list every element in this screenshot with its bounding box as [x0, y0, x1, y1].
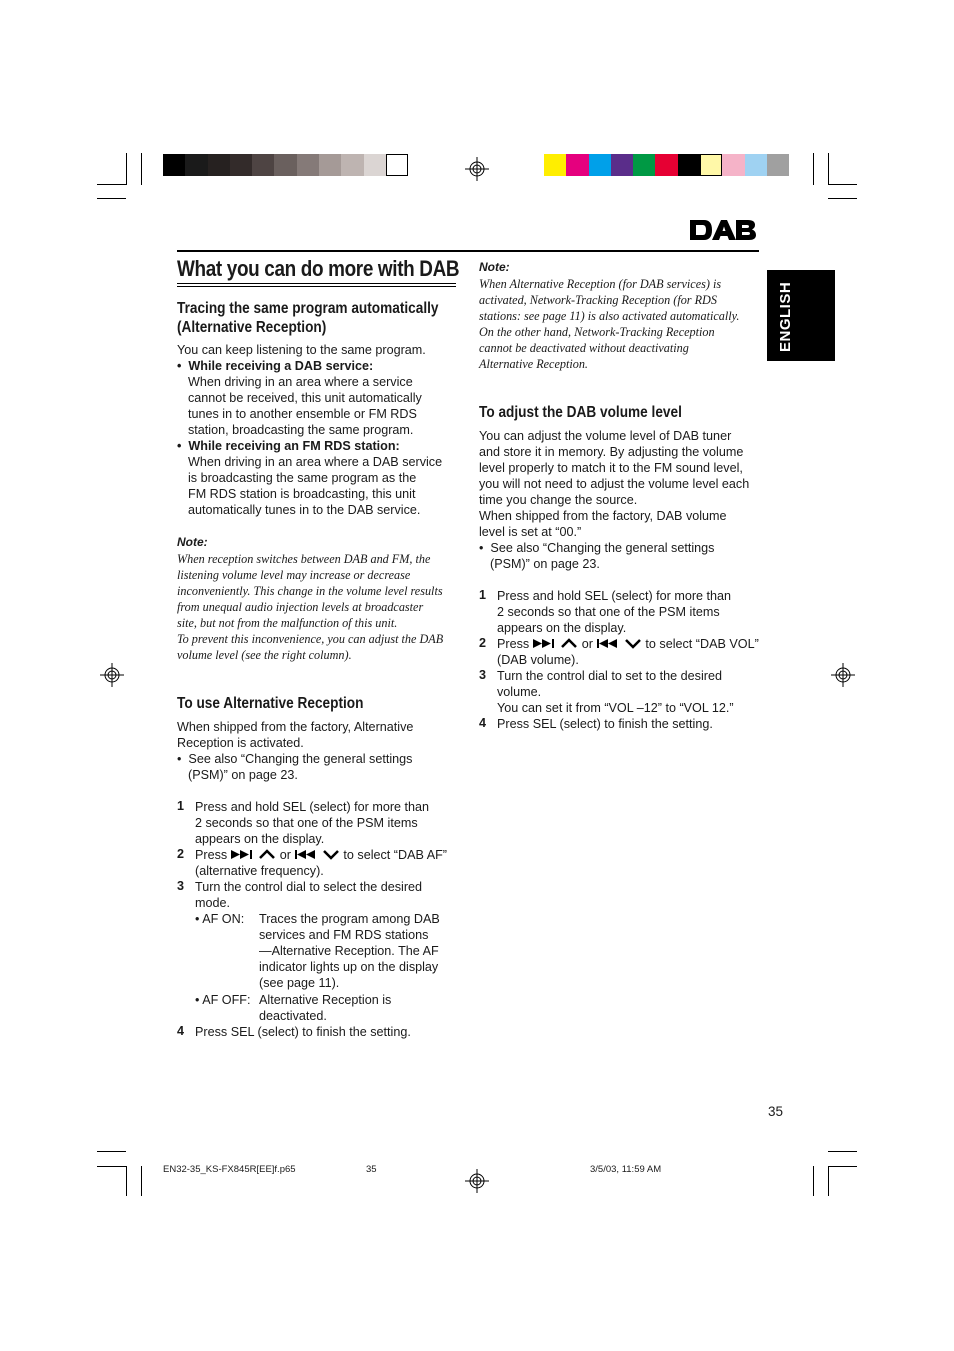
color-swatch — [745, 154, 767, 176]
registration-mark-icon — [465, 157, 489, 181]
step-number: 2 — [479, 636, 487, 650]
color-swatch — [589, 154, 611, 176]
step-text: Press and hold SEL (select) for more than 2 seconds so that one of the PSM items appears on the display. — [195, 800, 430, 846]
step-text: Press or to select “DAB VOL” (DAB volume). — [497, 637, 759, 667]
footer-page: 35 — [366, 1164, 377, 1175]
note-text: When Alternative Reception (for DAB services) is activated, Network-Tracking Reception (for RDS stations: see page 11) is also activated automatically. On the other hand, Network-Tracking Reception cannot be deactivated without deactivating Alternative Reception. — [479, 277, 740, 371]
step-number: 1 — [479, 588, 487, 602]
down-arrow-icon — [624, 638, 642, 649]
page-number: 35 — [768, 1104, 784, 1119]
section-body: You can adjust the volume level of DAB tuner and store it in memory. By adjusting the volume level properly to match it to the FM sound level, you will not need to adjust the volume level each time you change the source. When shipped from the factory, DAB volume level is set at “00.” — [479, 429, 750, 539]
section-heading: To adjust the DAB volume level — [479, 404, 682, 421]
bullet-title: • While receiving an FM RDS station: — [177, 439, 400, 453]
registration-mark-icon — [831, 663, 855, 687]
grayscale-swatch — [319, 154, 341, 176]
footer-timestamp: 3/5/03, 11:59 AM — [590, 1164, 662, 1175]
grayscale-swatch — [297, 154, 319, 176]
crop-mark — [813, 153, 814, 185]
option-text: Alternative Reception is deactivated. — [259, 993, 392, 1023]
color-swatch — [700, 154, 722, 176]
option-text: Traces the program among DAB services and FM RDS stations —Alternative Reception. The AF indicator lights up on the display (see page 11). — [259, 912, 440, 990]
step-number: 3 — [177, 879, 185, 893]
grayscale-swatch — [185, 154, 207, 176]
crop-mark — [828, 153, 829, 185]
color-swatch — [678, 154, 700, 176]
color-swatch — [655, 154, 677, 176]
note-label: Note: — [177, 535, 208, 549]
grayscale-swatch — [230, 154, 252, 176]
step-text: Press or to select “DAB AF” (alternative frequency). — [195, 848, 447, 878]
grayscale-swatch — [163, 154, 185, 176]
registration-mark-icon — [100, 663, 124, 687]
crop-mark — [828, 1166, 829, 1196]
up-arrow-icon — [258, 849, 276, 860]
section-intro: When shipped from the factory, Alternative Reception is activated. — [177, 720, 414, 750]
skip-forward-icon — [231, 849, 255, 860]
color-swatch — [633, 154, 655, 176]
color-swatch — [566, 154, 588, 176]
crop-mark — [126, 153, 127, 185]
step-number: 3 — [479, 668, 487, 682]
title-underline — [177, 283, 456, 284]
crop-mark — [97, 1166, 126, 1167]
step-number: 1 — [177, 799, 185, 813]
step-text: Press SEL (select) to finish the setting. — [195, 1025, 411, 1039]
section-intro: You can keep listening to the same program. — [177, 343, 426, 357]
footer-filename: EN32-35_KS-FX845R[EE]f.p65 — [163, 1164, 296, 1175]
color-swatch — [722, 154, 744, 176]
crop-mark — [126, 1166, 127, 1196]
grayscale-swatch — [252, 154, 274, 176]
registration-mark-icon — [465, 1169, 489, 1193]
color-swatch — [611, 154, 633, 176]
note-label: Note: — [479, 260, 510, 274]
step-text: Turn the control dial to set to the desired volume. You can set it from “VOL –12” to “VOL 12.” — [497, 669, 734, 715]
option-label: • AF ON: — [195, 912, 245, 926]
step-text: Turn the control dial to select the desired mode. — [195, 880, 423, 910]
note-text: When reception switches between DAB and FM, the listening volume level may increase or decrease inconveniently. This change in the volume level results from unequal audio injection levels at broadcaster site, but not from the malfunction of this unit. To prevent this inconvenience, you can adjust the DAB volume level (see the right column). — [177, 552, 444, 662]
header-rule — [177, 250, 759, 252]
crop-mark — [813, 1166, 814, 1196]
crop-mark — [97, 198, 126, 199]
crop-mark — [828, 184, 857, 185]
skip-backward-icon — [596, 638, 620, 649]
section-heading: To use Alternative Reception — [177, 695, 364, 712]
option-label: • AF OFF: — [195, 993, 251, 1007]
up-arrow-icon — [560, 638, 578, 649]
step-text: Press SEL (select) to finish the setting. — [497, 717, 713, 731]
title-underline — [177, 286, 456, 287]
step-number: 4 — [177, 1024, 185, 1038]
grayscale-swatch — [208, 154, 230, 176]
crop-mark — [828, 1166, 857, 1167]
language-tab-label: ENGLISH — [777, 281, 794, 352]
color-calibration-bar — [544, 154, 789, 176]
step-number: 2 — [177, 847, 185, 861]
section-heading: Tracing the same program automatically (Alternative Reception) — [177, 300, 439, 336]
step-number: 4 — [479, 716, 487, 730]
crop-mark — [828, 198, 857, 199]
bullet-body: When driving in an area where a DAB service is broadcasting the same program as the FM RDS station is broadcasting, this unit automatically tunes in to the DAB service. — [188, 455, 443, 517]
see-also: • See also “Changing the general settings (PSM)” on page 23. — [479, 541, 715, 571]
crop-mark — [141, 153, 142, 185]
crop-mark — [828, 1151, 857, 1152]
skip-backward-icon — [294, 849, 318, 860]
crop-mark — [97, 1151, 126, 1152]
bullet-title: • While receiving a DAB service: — [177, 359, 374, 373]
dab-logo — [688, 218, 758, 242]
crop-mark — [141, 1166, 142, 1196]
color-swatch — [544, 154, 566, 176]
grayscale-swatch — [274, 154, 296, 176]
grayscale-swatch — [341, 154, 363, 176]
grayscale-swatch — [386, 154, 408, 176]
bullet-body: When driving in an area where a service cannot be received, this unit automatically tunes in to another ensemble or FM RDS station, broadcasting the same program. — [188, 375, 422, 437]
grayscale-swatch — [364, 154, 386, 176]
step-text: Press and hold SEL (select) for more than 2 seconds so that one of the PSM items appears on the display. — [497, 589, 732, 635]
see-also: • See also “Changing the general settings (PSM)” on page 23. — [177, 752, 413, 782]
page-title: What you can do more with DAB — [177, 256, 460, 281]
language-tab — [767, 270, 835, 361]
skip-forward-icon — [533, 638, 557, 649]
down-arrow-icon — [322, 849, 340, 860]
color-swatch — [767, 154, 789, 176]
crop-mark — [97, 184, 126, 185]
grayscale-calibration-bar — [163, 154, 408, 176]
